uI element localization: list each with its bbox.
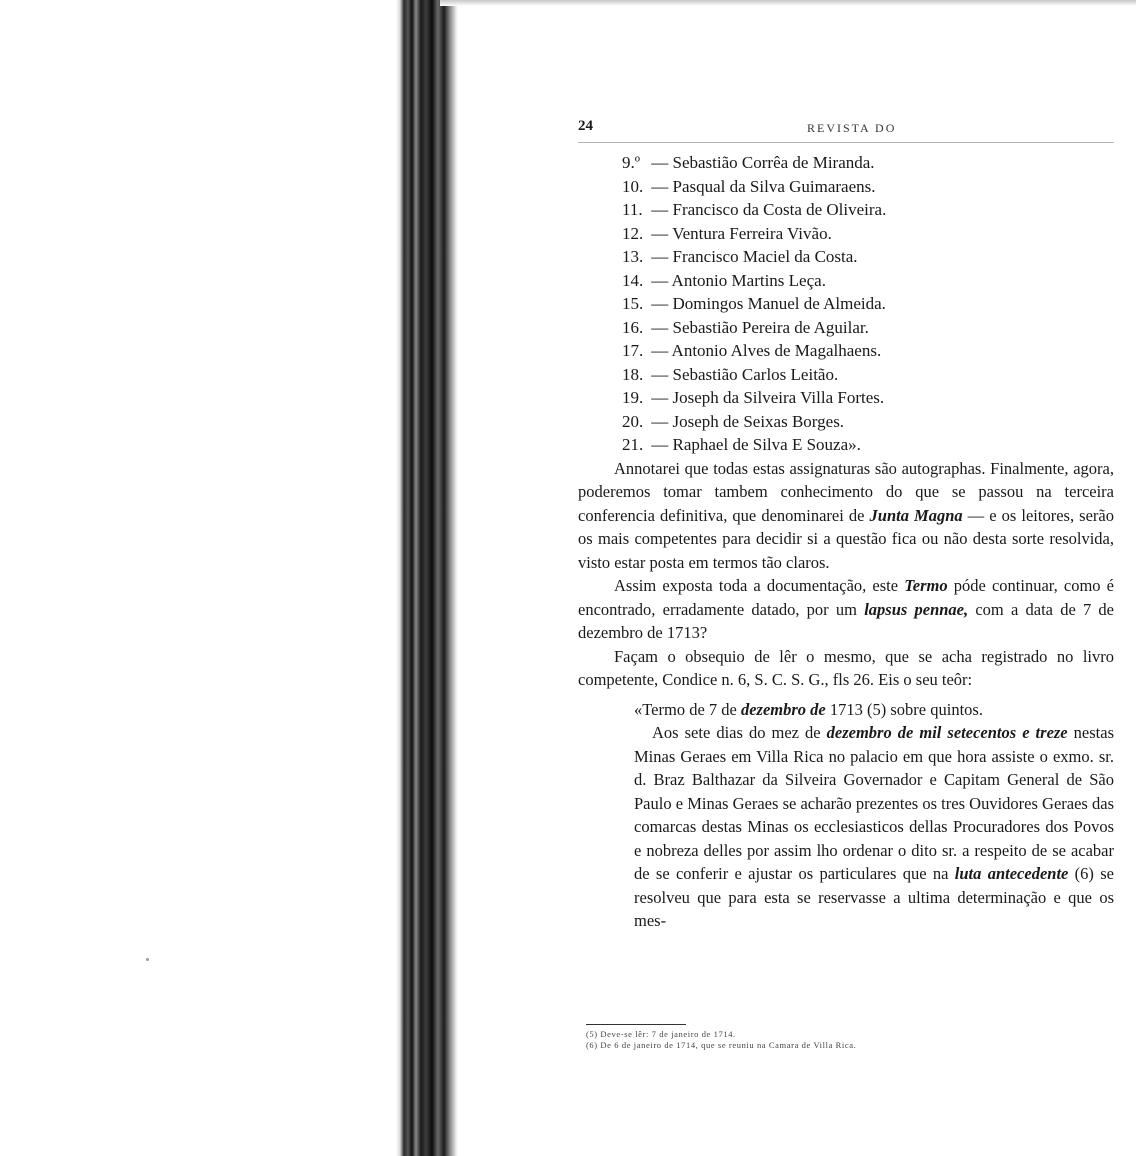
item-name: — Sebastião Carlos Leitão.: [651, 364, 839, 384]
list-item: [622, 175, 1114, 199]
item-name: — Pasqual da Silva Guimaraens.: [651, 176, 876, 196]
quote-body-text-mid: nestas Minas Geraes em Villa Rica no palacio em que hora assiste o exmo. sr. d. Braz Balthazar da Silveira Governador e Capitam General de São Paulo e Minas Geraes se acharão prezentes os tres Ouvidores Geraes das comarcas destas Minas os ecclesiasticos dellas Procuradores dos Povos e nobreza delles por assim lho ordenar o dito sr. a respeito de se acabar de se conferir e ajustar os particulares que na: [634, 723, 1115, 883]
paragraph-termo: [578, 574, 1114, 645]
item-name: — Raphael de Silva E Souza».: [651, 435, 861, 454]
item-name: — Sebastião Pereira de Aguilar.: [651, 317, 869, 337]
para1-text-end: — e os leitores, serão os mais competentes para decidir si a questão fica ou não desta sorte resolvida, visto estar posta em termos tão claros.: [578, 505, 1114, 572]
scan-speck: [146, 958, 149, 961]
para1-italic: Junta Magna: [869, 505, 963, 525]
footnote: (6) De 6 de janeiro de 1714, que se reuniu na Camara de Villa Rica.: [586, 1040, 857, 1050]
para2-italic-lapsus: lapsus pennae,: [864, 599, 969, 619]
footnote-rule: [586, 1024, 686, 1025]
item-name: — Antonio Alves de Magalhaens.: [651, 341, 882, 360]
item-name: — Francisco da Costa de Oliveira.: [651, 200, 887, 219]
item-name: — Joseph da Silveira Villa Fortes.: [651, 388, 885, 407]
item-number: 20.: [622, 411, 644, 431]
list-item: [622, 292, 1114, 316]
item-name: — Francisco Maciel da Costa.: [651, 247, 858, 266]
paragraph-annotation: [578, 457, 1114, 575]
para2-text: Assim exposta toda a documentação, este: [614, 576, 905, 595]
list-item: [622, 222, 1114, 246]
item-name: — Joseph de Seixas Borges.: [651, 411, 845, 431]
item-name: — Antonio Martins Leça.: [651, 270, 826, 290]
item-number: 18.: [622, 364, 644, 384]
list-item: [622, 433, 1114, 457]
quote-text-end: 1713 (5) sobre quintos.: [825, 699, 983, 719]
item-name: — Sebastião Corrêa de Miranda.: [651, 153, 875, 172]
list-item: [622, 269, 1114, 293]
quoted-document: [634, 698, 1114, 933]
paragraph-obsequio: Façam o obsequio de lêr o mesmo, que se acha registrado no livro competente, Condice n. 6, S. C. S. G., fls 26. Eis o seu teôr:: [578, 646, 1114, 689]
para2-text-mid: póde continuar, como é encontrado, erradamente datado, por um: [578, 576, 1114, 619]
footnote: (5) Deve-se lêr: 7 de janeiro de 1714.: [586, 1029, 736, 1039]
item-number: 16.: [622, 317, 644, 337]
footnotes: [586, 1024, 1086, 1051]
quote-title-line: [634, 698, 1114, 722]
running-head: REVISTA DO: [807, 121, 897, 135]
page-top-shadow: [440, 0, 1136, 6]
item-number: 17.: [622, 341, 644, 360]
item-number: 13.: [622, 247, 644, 266]
list-item: [622, 386, 1114, 410]
item-name: — Ventura Ferreira Vivão.: [651, 223, 832, 243]
quote-italic: dezembro de: [740, 699, 826, 719]
para2-italic-termo: Termo: [904, 576, 948, 595]
page-number: 24: [578, 118, 593, 134]
quote-body: [634, 721, 1114, 933]
quote-body-italic-date: dezembro de mil setecentos e treze: [826, 723, 1068, 742]
list-item: [622, 151, 1114, 175]
book-page: [578, 112, 1114, 933]
item-number: 14.: [622, 270, 644, 290]
list-item: [622, 363, 1114, 387]
book-spine: [396, 0, 458, 1156]
signatories-list: [622, 151, 1114, 457]
quote-body-italic-luta: luta antecedente: [954, 864, 1069, 883]
para2-text-end: com a data de 7 de dezembro de 1713?: [578, 599, 1115, 642]
list-item: [622, 410, 1114, 434]
list-item: [622, 339, 1114, 363]
item-name: — Domingos Manuel de Almeida.: [651, 294, 886, 313]
item-number: 10.: [622, 176, 644, 196]
quote-body-text: Aos sete dias do mez de: [652, 723, 827, 742]
item-number: 9.º: [622, 153, 641, 172]
quote-text: «Termo de 7 de: [634, 699, 741, 719]
item-number: 11.: [622, 200, 643, 219]
item-number: 12.: [622, 223, 644, 243]
list-item: [622, 316, 1114, 340]
quote-body-text-end: (6) se resolveu que para esta se reservasse a ultima determinação e que os mes-: [634, 864, 1114, 930]
list-item: [622, 245, 1114, 269]
item-number: 15.: [622, 294, 644, 313]
para1-text: Annotarei que todas estas assignaturas são autographas. Finalmente, agora, poderemos tomar tambem conhecimento do que se passou na terceira conferencia definitiva, que denominarei de: [578, 458, 1114, 525]
page-header: [578, 112, 1114, 143]
item-number: 21.: [622, 435, 644, 454]
list-item: [622, 198, 1114, 222]
item-number: 19.: [622, 388, 644, 407]
